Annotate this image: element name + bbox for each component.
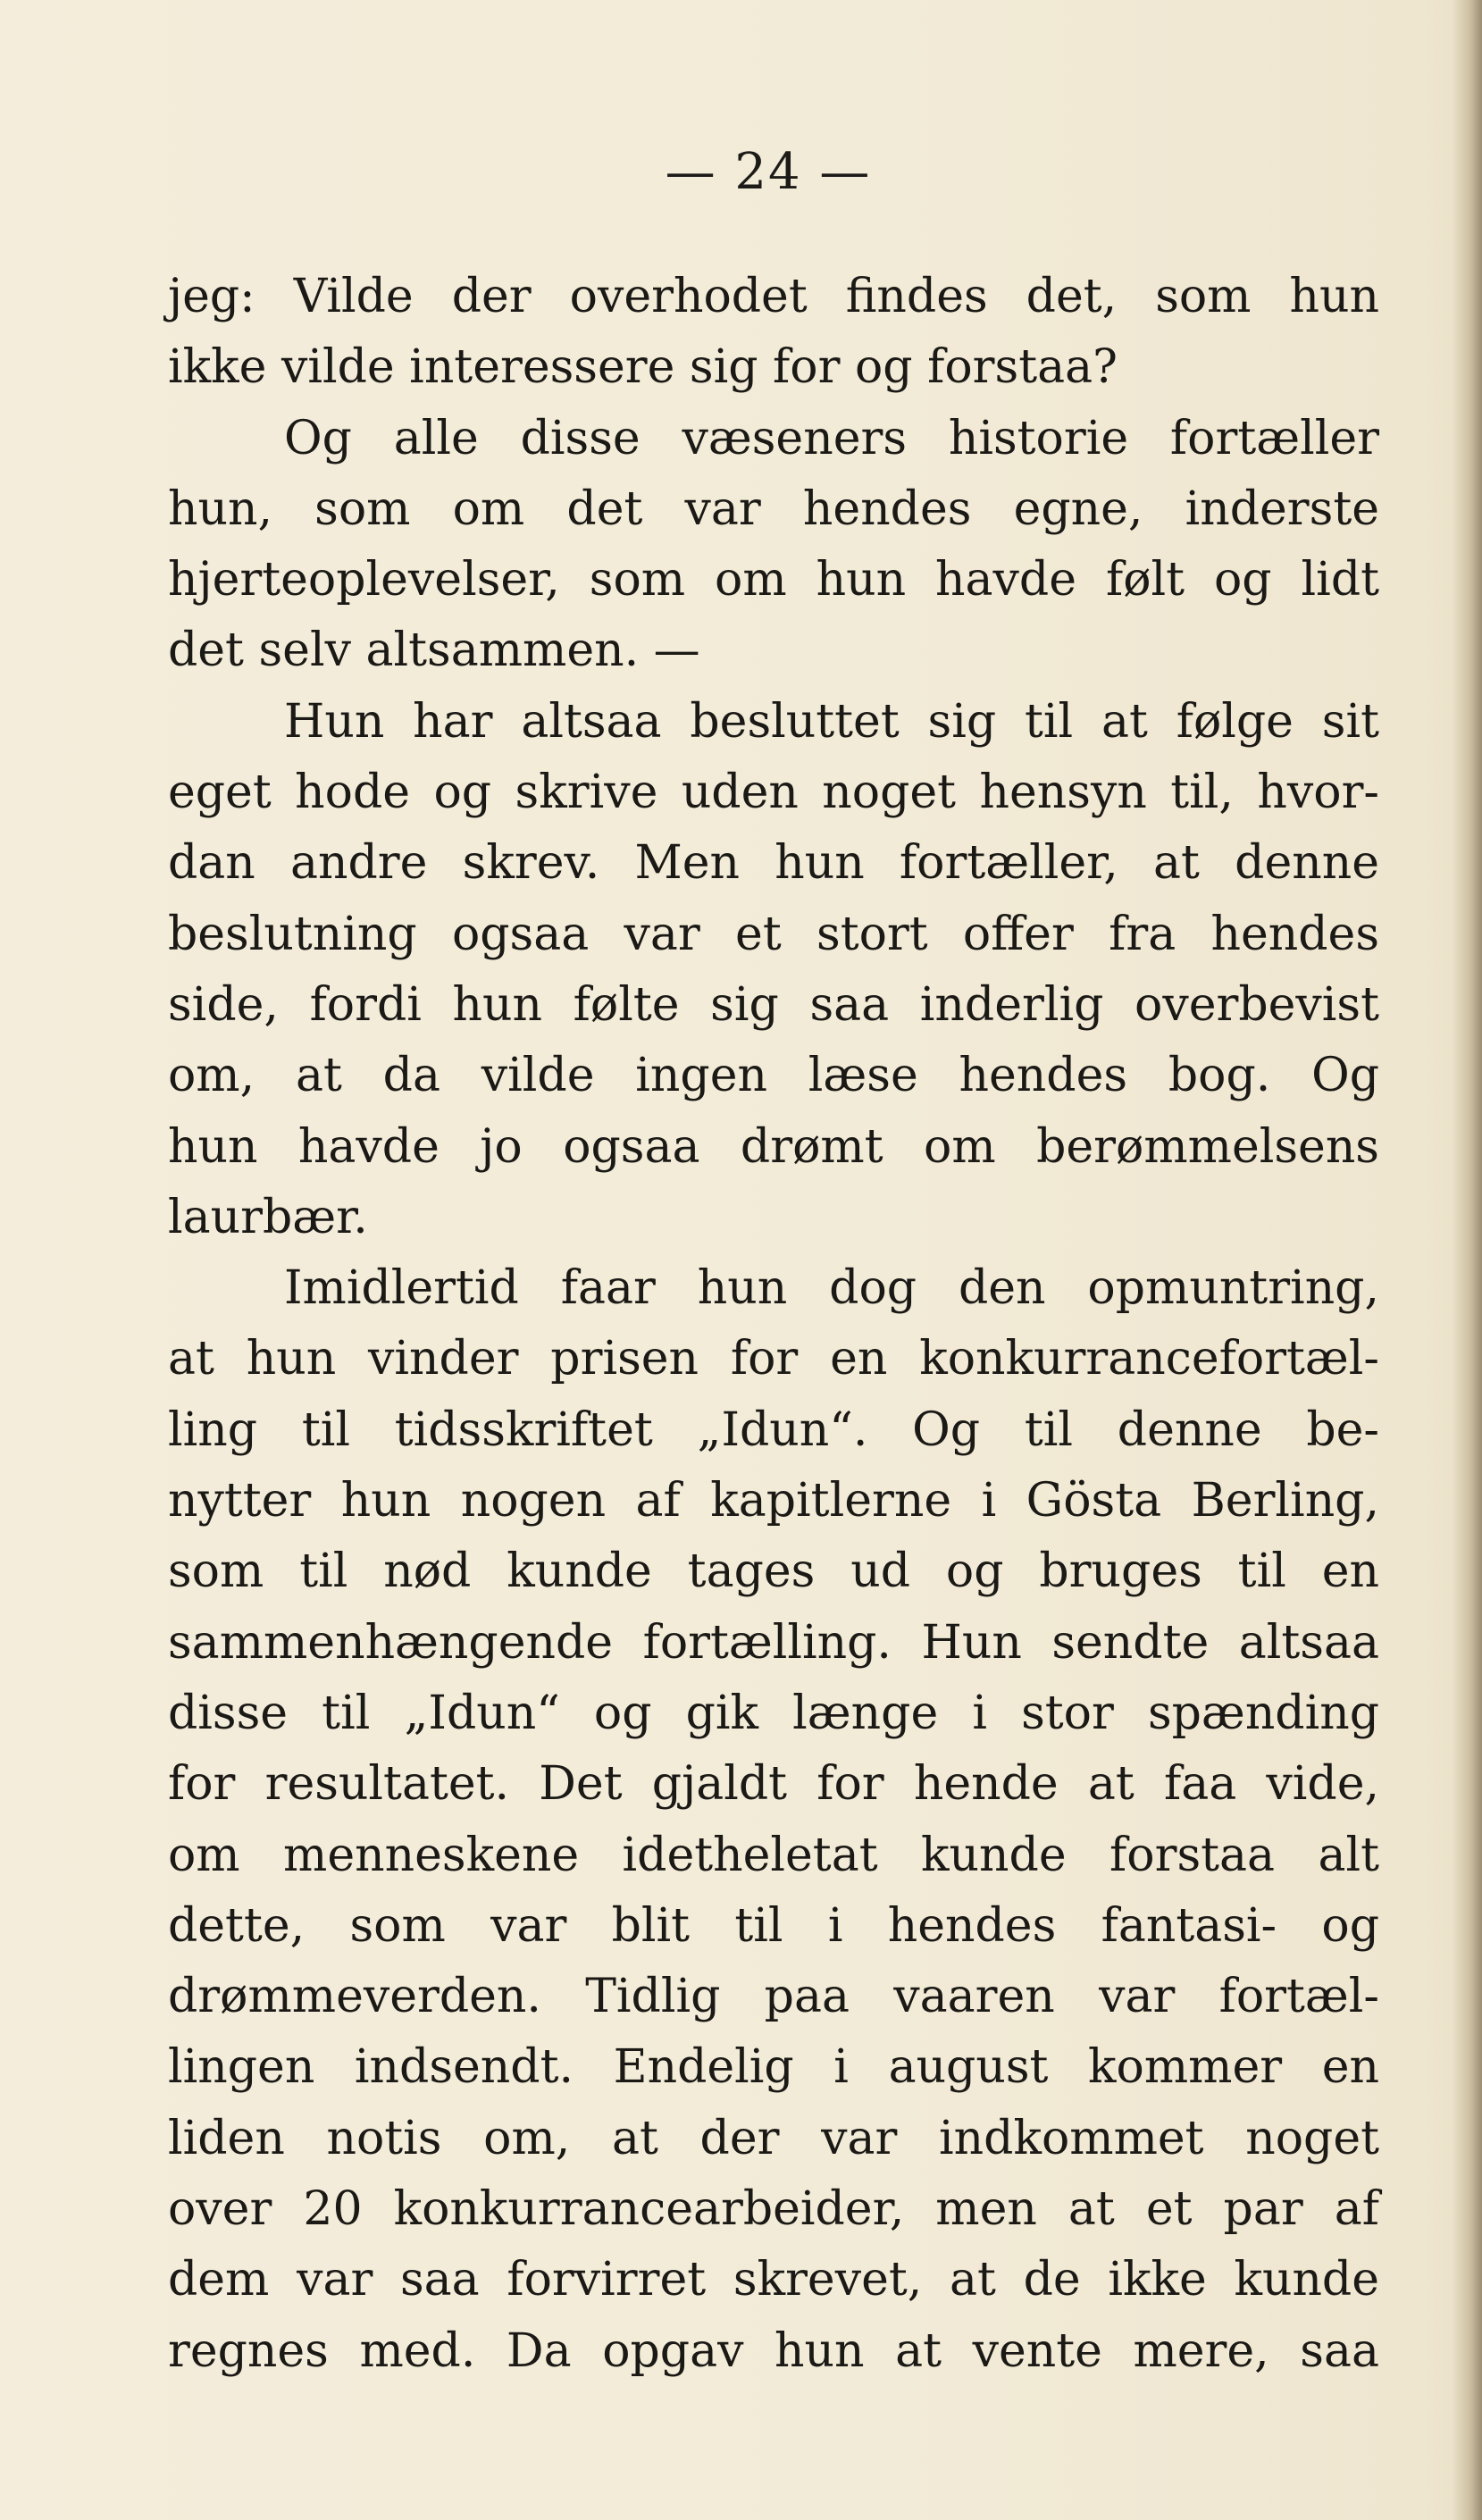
text-line: lingen indsendt. Endelig i august kommer en: [168, 2040, 1379, 2095]
text-line: som til nød kunde tages ud og bruges til en: [168, 1545, 1379, 1599]
text-line: side, fordi hun følte sig saa inderlig overbevist: [168, 977, 1379, 1032]
text-line: om menneskene idetheletat kunde forstaa alt: [168, 1828, 1379, 1882]
text-line: over 20 konkurrancearbeider, men at et par af: [168, 2182, 1379, 2237]
body-text: [168, 262, 1379, 2387]
text-line: dette, som var blit til i hendes fantasi- og: [168, 1898, 1379, 1953]
text-line: ikke vilde interessere sig for og forstaa?: [168, 340, 1118, 395]
text-line: laurbær.: [168, 1190, 368, 1244]
text-line: at hun vinder prisen for en konkurrancefortæl-: [168, 1332, 1379, 1386]
page-edge-shadow: [1452, 0, 1482, 2520]
text-line: Imidlertid faar hun dog den opmuntring,: [284, 1261, 1379, 1316]
text-line: ling til tidsskriftet „Idun“. Og til denne be-: [168, 1402, 1379, 1457]
text-line: det selv altsammen. —: [168, 624, 700, 678]
text-line: for resultatet. Det gjaldt for hende at faa vide,: [168, 1757, 1379, 1812]
text-line: liden notis om, at der var indkommet noget: [168, 2111, 1379, 2165]
text-line: regnes med. Da opgav hun at vente mere, saa: [168, 2323, 1379, 2378]
text-line: dem var saa forvirret skrevet, at de ikke kunde: [168, 2253, 1379, 2307]
text-line: dan andre skrev. Men hun fortæller, at denne: [168, 836, 1379, 891]
text-line: drømmeverden. Tidlig paa vaaren var fortæl-: [168, 1970, 1379, 2024]
text-line: disse til „Idun“ og gik længe i stor spænding: [168, 1686, 1379, 1740]
text-line: hjerteoplevelser, som om hun havde følt og lidt: [168, 553, 1379, 607]
text-line: hun, som om det var hendes egne, inderste: [168, 481, 1379, 536]
text-line: eget hode og skrive uden noget hensyn til, hvor-: [168, 766, 1379, 820]
text-line: sammenhængende fortælling. Hun sendte altsaa: [168, 1615, 1379, 1670]
text-line: om, at da vilde ingen læse hendes bog. Og: [168, 1049, 1379, 1103]
text-line: hun havde jo ogsaa drømt om berømmelsens: [168, 1119, 1379, 1174]
text-line: nytter hun nogen af kapitlerne i Gösta Berling,: [168, 1474, 1379, 1528]
page-number: — 24 —: [665, 143, 872, 201]
text-line: Hun har altsaa besluttet sig til at følge sit: [284, 694, 1379, 749]
text-line: jeg: Vilde der overhodet findes det, som hun: [168, 270, 1379, 323]
text-line: beslutning ogsaa var et stort offer fra hendes: [168, 907, 1379, 961]
text-line: Og alle disse væseners historie fortæller: [284, 411, 1379, 465]
